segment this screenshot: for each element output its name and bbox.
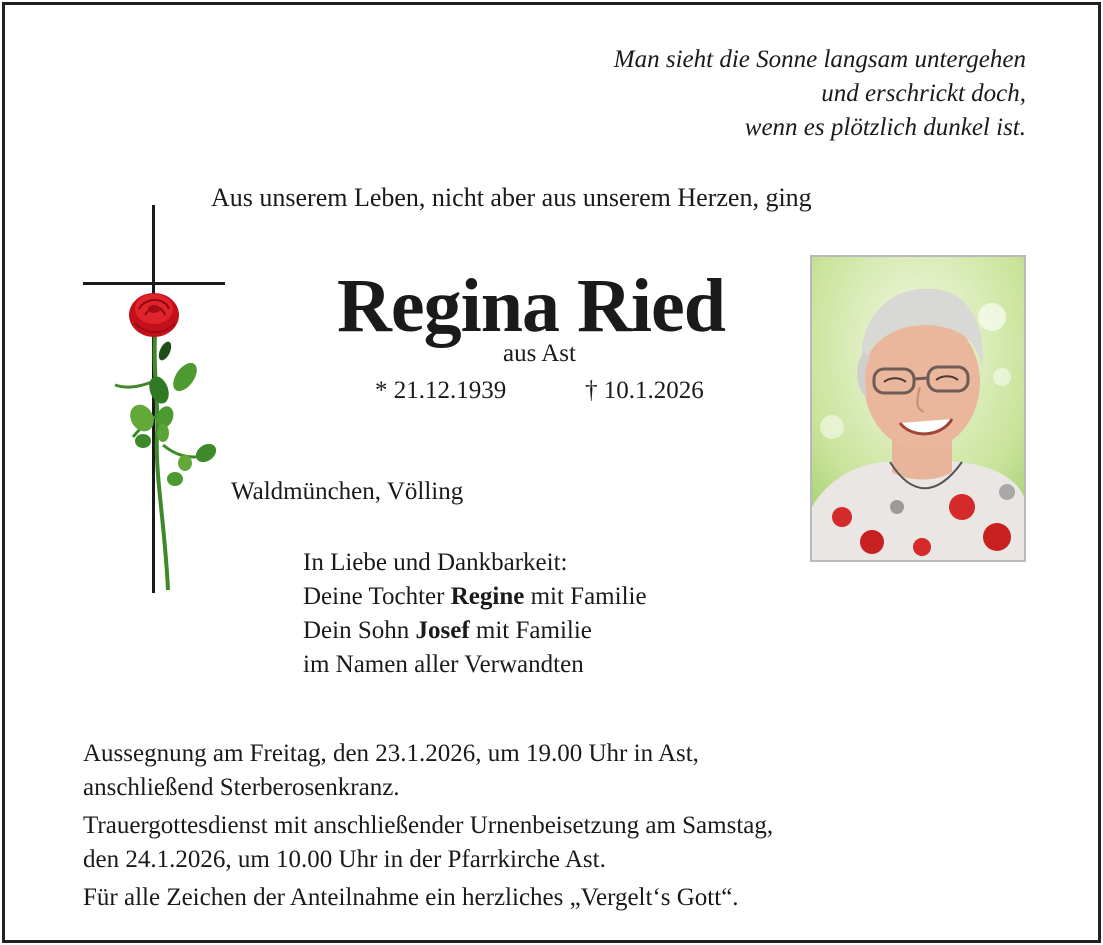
- mourners-text: Deine Tochter: [303, 583, 451, 610]
- portrait-photo: [810, 255, 1026, 562]
- poem-line-2: und erschrickt doch,: [821, 80, 1026, 107]
- cross-icon: [75, 205, 225, 600]
- details-line: den 24.1.2026, um 10.00 Uhr in der Pfarrkirche Ast.: [83, 846, 606, 873]
- poem-line-1: Man sieht die Sonne langsam untergehen: [613, 46, 1026, 73]
- poem-line-3: wenn es plötzlich dunkel ist.: [744, 114, 1026, 141]
- obituary-notice: [2, 2, 1101, 943]
- mourner-name-regine: Regine: [450, 583, 525, 610]
- details-line: Trauergottesdienst mit anschließender Urnenbeisetzung am Samstag,: [83, 812, 774, 839]
- funeral-service-info: [83, 809, 773, 877]
- funeral-blessing-info: [83, 737, 773, 805]
- mourners-text: mit Familie: [524, 583, 647, 610]
- mourners-text: mit Familie: [469, 617, 592, 644]
- mourner-name-josef: Josef: [415, 617, 470, 644]
- mourners-line-3: [303, 614, 647, 648]
- mourners-line-4: im Namen aller Verwandten: [303, 651, 584, 678]
- poem: [614, 43, 1026, 145]
- mourners-text: Dein Sohn: [303, 617, 416, 644]
- death-date: † 10.1.2026: [585, 377, 704, 404]
- deceased-name: Regina Ried: [337, 264, 725, 348]
- birth-date: * 21.12.1939: [375, 377, 507, 404]
- portrait-photo: [812, 257, 1024, 560]
- mourners-line-1: In Liebe und Dankbarkeit:: [303, 549, 568, 576]
- place-line: Waldmünchen, Völling: [231, 478, 464, 505]
- deceased-origin: aus Ast: [503, 340, 576, 367]
- rose-icon: [115, 293, 220, 590]
- mourners-block: [303, 546, 647, 682]
- mourners-line-2: [303, 580, 647, 614]
- thanks-line: Für alle Zeichen der Anteilnahme ein herzliches „Vergelt‘s Gott“.: [83, 884, 739, 911]
- details-line: anschließend Sterberosenkranz.: [83, 774, 400, 801]
- service-details: [83, 737, 773, 919]
- intro-text: Aus unserem Leben, nicht aber aus unserem Herzen, ging: [211, 183, 812, 212]
- details-line: Aussegnung am Freitag, den 23.1.2026, um 19.00 Uhr in Ast,: [83, 740, 699, 767]
